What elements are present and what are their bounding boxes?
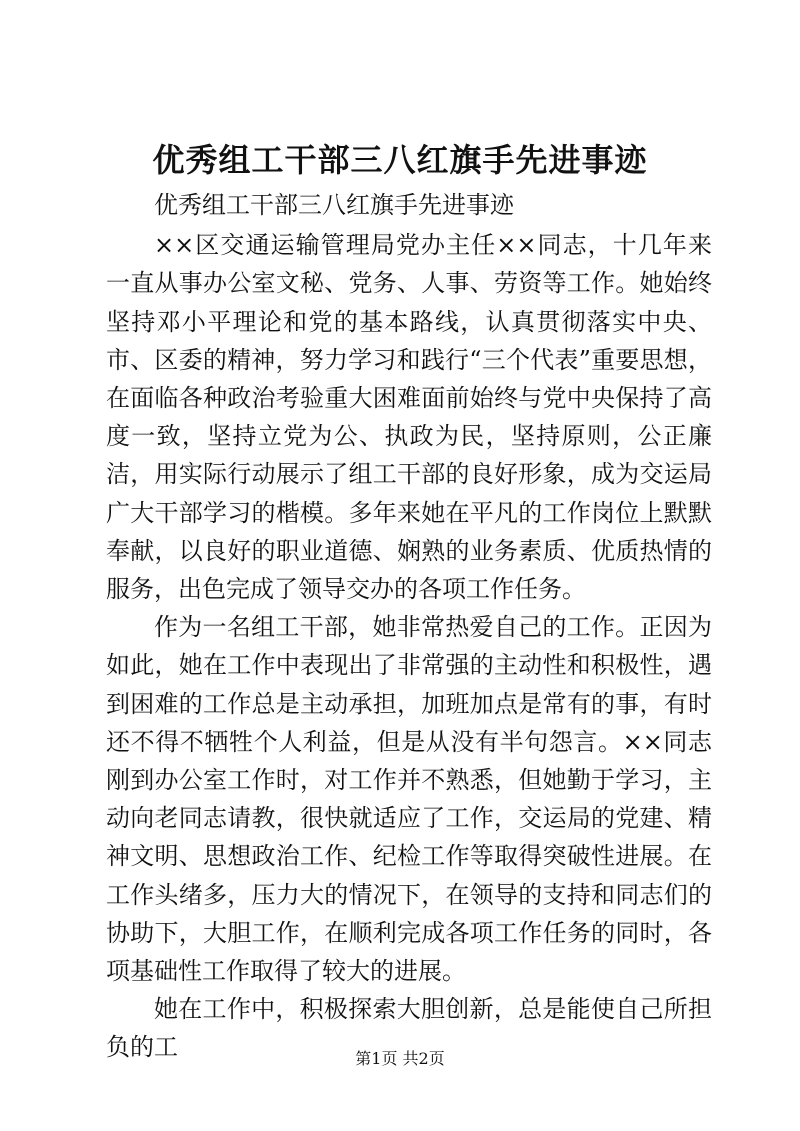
paragraph-2: 作为一名组工干部，她非常热爱自己的工作。正因为如此，她在工作中表现出了非常强的主动性和积极性，遇到困难的工作总是主动承担，加班加点是常有的事，有时还不得不牺牲个人利益，但是从没有半句怨言。××同志刚到办公室工作时，对工作并不熟悉，但她勤于学习，主动向老同志请教，很快就适应了工作，交运局的党建、精神文明、思想政治工作、纪检工作等取得突破性进展。在工作头绪多，压力大的情况下，在领导的支持和同志们的协助下，大胆工作，在顺利完成各项工作任务的同时，各项基础性工作取得了较大的进展。 xyxy=(106,613,712,986)
document-title: 优秀组工干部三八红旗手先进事迹 xyxy=(152,141,648,179)
paragraph-1: ××区交通运输管理局党办主任××同志，十几年来一直从事办公室文秘、党务、人事、劳资等工作。她始终坚持邓小平理论和党的基本路线，认真贯彻落实中央、市、区委的精神，努力学习和践行“三个代表”重要思想，在面临各种政治考验重大困难面前始终与党中央保持了高度一致，坚持立党为公、执政为民，坚持原则，公正廉洁，用实际行动展示了组工干部的良好形象，成为交运局广大干部学习的楷模。多年来她在平凡的工作岗位上默默奉献，以良好的职业道德、娴熟的业务素质、优质热情的服务，出色完成了领导交办的各项工作任务。 xyxy=(106,231,712,604)
paragraph-3: 她在工作中，积极探索大胆创新，总是能使自己所担负的工 xyxy=(106,995,712,1062)
page-number-footer: 第1页 共2页 xyxy=(355,1049,445,1068)
document-body xyxy=(106,186,712,1067)
document-subtitle: 优秀组工干部三八红旗手先进事迹 xyxy=(154,191,514,219)
